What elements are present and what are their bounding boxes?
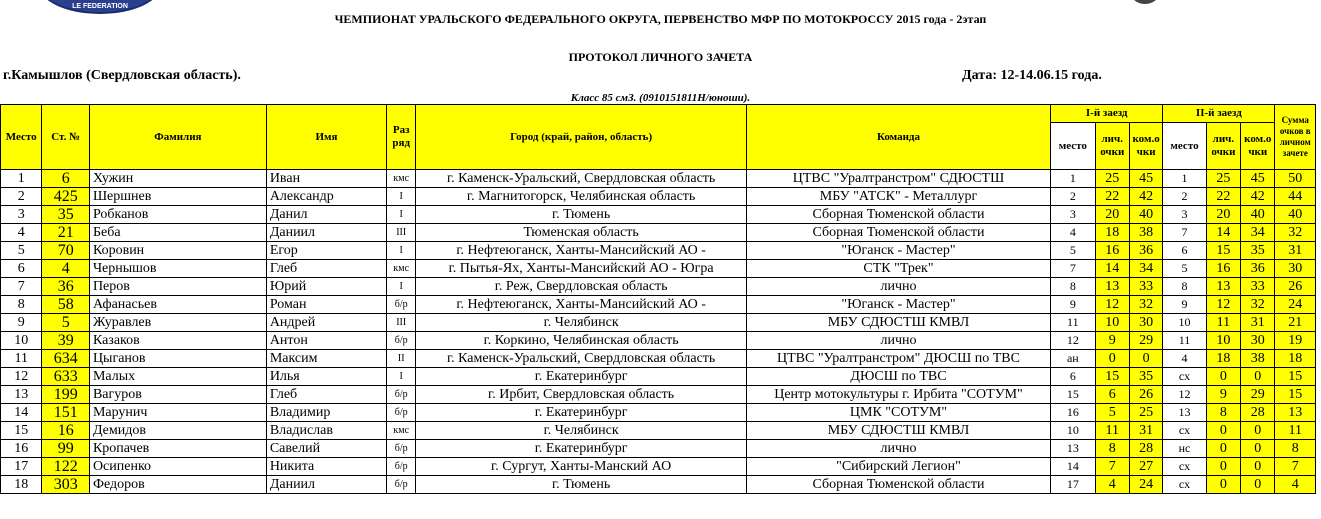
class-line: Класс 85 смЗ. (0910151811Н/юноши). (570, 92, 751, 104)
cell-race2-team-points: 0 (1241, 476, 1275, 494)
cell-race2-pers-points: 13 (1206, 278, 1240, 296)
cell-rank: б/р (387, 458, 416, 476)
page-subtitle: ПРОТОКОЛ ЛИЧНОГО ЗАЧЕТА (568, 50, 753, 64)
cell-race1-place: ан (1051, 350, 1095, 368)
cell-city: г. Екатеринбург (416, 404, 747, 422)
cell-name: Глеб (266, 260, 386, 278)
cell-race1-pers-points: 6 (1095, 386, 1129, 404)
col-rank: Раз ряд (387, 105, 416, 170)
cell-start-no: 425 (42, 188, 90, 206)
cell-total: 32 (1275, 224, 1316, 242)
cell-name: Андрей (266, 314, 386, 332)
cell-race1-place: 13 (1051, 440, 1095, 458)
cell-city: г. Тюмень (416, 206, 747, 224)
cell-race1-place: 16 (1051, 404, 1095, 422)
cell-total: 15 (1275, 368, 1316, 386)
cell-race2-pers-points: 0 (1206, 458, 1240, 476)
cell-name: Никита (266, 458, 386, 476)
cell-race2-place: 9 (1163, 296, 1206, 314)
cell-race1-place: 17 (1051, 476, 1095, 494)
cell-start-no: 99 (42, 440, 90, 458)
table-row (1, 224, 1316, 242)
cell-team: Центр мотокультуры г. Ирбита "СОТУМ" (746, 386, 1050, 404)
cell-race2-pers-points: 8 (1206, 404, 1240, 422)
cell-team: "Сибирский Легион" (746, 458, 1050, 476)
cell-race2-team-points: 32 (1241, 296, 1275, 314)
cell-race2-pers-points: 14 (1206, 224, 1240, 242)
cell-race1-place: 4 (1051, 224, 1095, 242)
table-row (1, 296, 1316, 314)
cell-name: Илья (266, 368, 386, 386)
col-city: Город (край, район, область) (416, 105, 747, 170)
cell-race2-team-points: 35 (1241, 242, 1275, 260)
cell-team: МБУ СДЮСТШ КМВЛ (746, 314, 1050, 332)
cell-total: 24 (1275, 296, 1316, 314)
table-row (1, 206, 1316, 224)
cell-total: 44 (1275, 188, 1316, 206)
table-row (1, 188, 1316, 206)
cell-name: Данил (266, 206, 386, 224)
cell-city: г. Челябинск (416, 314, 747, 332)
cell-team: ЦТВС "Уралтранстром" СДЮСТШ (746, 170, 1050, 188)
cell-surname: Робканов (89, 206, 266, 224)
cell-race2-place: 2 (1163, 188, 1206, 206)
cell-total: 21 (1275, 314, 1316, 332)
event-date: Дата: 12-14.06.15 года. (962, 68, 1102, 83)
cell-team: "Юганск - Мастер" (746, 296, 1050, 314)
cell-race1-pers-points: 22 (1095, 188, 1129, 206)
cell-race2-pers-points: 12 (1206, 296, 1240, 314)
cell-race2-place: 6 (1163, 242, 1206, 260)
cell-total: 11 (1275, 422, 1316, 440)
cell-team: Сборная Тюменской области (746, 206, 1050, 224)
cell-start-no: 35 (42, 206, 90, 224)
cell-race2-team-points: 30 (1241, 332, 1275, 350)
cell-name: Александр (266, 188, 386, 206)
cell-race1-place: 6 (1051, 368, 1095, 386)
col-race2-place: место (1163, 123, 1206, 170)
cell-name: Антон (266, 332, 386, 350)
cell-race2-pers-points: 25 (1206, 170, 1240, 188)
col-start-no: Ст. № (42, 105, 90, 170)
table-row (1, 422, 1316, 440)
cell-place: 15 (1, 422, 42, 440)
col-total: Сумма очков в личном зачете (1275, 105, 1316, 170)
cell-surname: Осипенко (89, 458, 266, 476)
cell-race1-pers-points: 16 (1095, 242, 1129, 260)
cell-rank: б/р (387, 440, 416, 458)
cell-race1-team-points: 24 (1129, 476, 1162, 494)
emblem-logo (1128, 0, 1162, 4)
cell-place: 4 (1, 224, 42, 242)
results-body (1, 170, 1316, 494)
cell-total: 15 (1275, 386, 1316, 404)
cell-surname: Цыганов (89, 350, 266, 368)
cell-team: ЦТВС "Уралтранстром" ДЮСШ по ТВС (746, 350, 1050, 368)
cell-race2-team-points: 0 (1241, 458, 1275, 476)
cell-race1-pers-points: 14 (1095, 260, 1129, 278)
cell-race1-pers-points: 9 (1095, 332, 1129, 350)
table-row (1, 386, 1316, 404)
cell-name: Иван (266, 170, 386, 188)
cell-team: Сборная Тюменской области (746, 224, 1050, 242)
cell-race2-place: 4 (1163, 350, 1206, 368)
col-race1-place: место (1051, 123, 1095, 170)
cell-start-no: 70 (42, 242, 90, 260)
cell-city: г. Екатеринбург (416, 440, 747, 458)
cell-team: ЦМК "СОТУМ" (746, 404, 1050, 422)
cell-surname: Коровин (89, 242, 266, 260)
cell-start-no: 4 (42, 260, 90, 278)
cell-race1-team-points: 42 (1129, 188, 1162, 206)
cell-race2-team-points: 42 (1241, 188, 1275, 206)
cell-team: МБУ "АТСК" - Металлург (746, 188, 1050, 206)
cell-race1-team-points: 25 (1129, 404, 1162, 422)
cell-rank: III (387, 314, 416, 332)
cell-place: 9 (1, 314, 42, 332)
cell-city: г. Каменск-Уральский, Свердловская область (416, 350, 747, 368)
cell-race2-team-points: 36 (1241, 260, 1275, 278)
cell-name: Даниил (266, 476, 386, 494)
cell-place: 11 (1, 350, 42, 368)
cell-race1-pers-points: 13 (1095, 278, 1129, 296)
cell-race1-pers-points: 5 (1095, 404, 1129, 422)
cell-race1-pers-points: 12 (1095, 296, 1129, 314)
cell-race1-pers-points: 0 (1095, 350, 1129, 368)
cell-race1-place: 1 (1051, 170, 1095, 188)
cell-race2-place: 3 (1163, 206, 1206, 224)
cell-race1-pers-points: 11 (1095, 422, 1129, 440)
cell-place: 17 (1, 458, 42, 476)
cell-race1-team-points: 28 (1129, 440, 1162, 458)
cell-total: 50 (1275, 170, 1316, 188)
cell-surname: Казаков (89, 332, 266, 350)
cell-city: г. Реж, Свердловская область (416, 278, 747, 296)
cell-start-no: 633 (42, 368, 90, 386)
cell-surname: Малых (89, 368, 266, 386)
cell-city: г. Пытья-Ях, Ханты-Мансийский АО - Югра (416, 260, 747, 278)
cell-race2-pers-points: 0 (1206, 422, 1240, 440)
cell-city: г. Нефтеюганск, Ханты-Мансийский АО - (416, 242, 747, 260)
cell-race2-team-points: 33 (1241, 278, 1275, 296)
col-race1-pers-points: лич. очки (1095, 123, 1129, 170)
cell-start-no: 122 (42, 458, 90, 476)
col-race1-team-points: ком.о чки (1129, 123, 1162, 170)
cell-team: Сборная Тюменской области (746, 476, 1050, 494)
cell-name: Роман (266, 296, 386, 314)
cell-name: Владимир (266, 404, 386, 422)
cell-total: 30 (1275, 260, 1316, 278)
cell-race1-team-points: 0 (1129, 350, 1162, 368)
cell-city: г. Ирбит, Свердловская область (416, 386, 747, 404)
cell-place: 7 (1, 278, 42, 296)
cell-race2-place: 1 (1163, 170, 1206, 188)
cell-rank: II (387, 350, 416, 368)
cell-race1-place: 5 (1051, 242, 1095, 260)
cell-surname: Кропачев (89, 440, 266, 458)
cell-race2-place: сх (1163, 458, 1206, 476)
cell-race2-team-points: 0 (1241, 440, 1275, 458)
cell-place: 8 (1, 296, 42, 314)
cell-surname: Беба (89, 224, 266, 242)
cell-place: 16 (1, 440, 42, 458)
cell-start-no: 58 (42, 296, 90, 314)
cell-start-no: 6 (42, 170, 90, 188)
cell-race2-place: 5 (1163, 260, 1206, 278)
cell-race1-pers-points: 20 (1095, 206, 1129, 224)
table-row (1, 350, 1316, 368)
cell-start-no: 16 (42, 422, 90, 440)
cell-race2-team-points: 31 (1241, 314, 1275, 332)
cell-place: 13 (1, 386, 42, 404)
cell-city: г. Тюмень (416, 476, 747, 494)
cell-place: 10 (1, 332, 42, 350)
cell-rank: кмс (387, 260, 416, 278)
cell-name: Владислав (266, 422, 386, 440)
col-race2-team-points: ком.о чки (1241, 123, 1275, 170)
cell-rank: I (387, 278, 416, 296)
cell-city: г. Магнитогорск, Челябинская область (416, 188, 747, 206)
cell-place: 1 (1, 170, 42, 188)
cell-name: Глеб (266, 386, 386, 404)
cell-race1-pers-points: 4 (1095, 476, 1129, 494)
cell-race1-pers-points: 15 (1095, 368, 1129, 386)
cell-surname: Марунич (89, 404, 266, 422)
cell-surname: Журавлев (89, 314, 266, 332)
col-name: Имя (266, 105, 386, 170)
cell-race2-place: 10 (1163, 314, 1206, 332)
cell-team: СТК "Трек" (746, 260, 1050, 278)
cell-race1-pers-points: 25 (1095, 170, 1129, 188)
table-row (1, 368, 1316, 386)
cell-name: Даниил (266, 224, 386, 242)
cell-place: 6 (1, 260, 42, 278)
cell-race2-place: нс (1163, 440, 1206, 458)
cell-race1-place: 9 (1051, 296, 1095, 314)
cell-race2-team-points: 45 (1241, 170, 1275, 188)
page-title: ЧЕМПИОНАТ УРАЛЬСКОГО ФЕДЕРАЛЬНОГО ОКРУГА, ПЕРВЕНСТВО МФР ПО МОТОКРОССУ 2015 года - 2этап (334, 12, 987, 26)
cell-place: 14 (1, 404, 42, 422)
cell-race2-pers-points: 22 (1206, 188, 1240, 206)
cell-race2-pers-points: 16 (1206, 260, 1240, 278)
cell-team: "Юганск - Мастер" (746, 242, 1050, 260)
col-race2-pers-points: лич. очки (1206, 123, 1240, 170)
cell-total: 18 (1275, 350, 1316, 368)
col-team: Команда (746, 105, 1050, 170)
cell-race2-team-points: 29 (1241, 386, 1275, 404)
cell-city: г. Каменск-Уральский, Свердловская область (416, 170, 747, 188)
cell-race1-place: 8 (1051, 278, 1095, 296)
cell-race2-pers-points: 9 (1206, 386, 1240, 404)
cell-race1-pers-points: 10 (1095, 314, 1129, 332)
cell-surname: Вагуров (89, 386, 266, 404)
cell-total: 31 (1275, 242, 1316, 260)
cell-name: Максим (266, 350, 386, 368)
results-table (0, 104, 1316, 494)
cell-team: лично (746, 440, 1050, 458)
cell-total: 4 (1275, 476, 1316, 494)
cell-city: Тюменская область (416, 224, 747, 242)
cell-name: Юрий (266, 278, 386, 296)
table-row (1, 260, 1316, 278)
cell-race2-pers-points: 0 (1206, 440, 1240, 458)
cell-place: 3 (1, 206, 42, 224)
cell-race2-place: сх (1163, 422, 1206, 440)
cell-race1-pers-points: 18 (1095, 224, 1129, 242)
cell-race2-pers-points: 20 (1206, 206, 1240, 224)
cell-race1-team-points: 27 (1129, 458, 1162, 476)
cell-start-no: 199 (42, 386, 90, 404)
cell-race1-place: 15 (1051, 386, 1095, 404)
cell-race2-pers-points: 10 (1206, 332, 1240, 350)
table-row (1, 332, 1316, 350)
cell-race1-team-points: 34 (1129, 260, 1162, 278)
cell-team: МБУ СДЮСТШ КМВЛ (746, 422, 1050, 440)
cell-start-no: 303 (42, 476, 90, 494)
cell-race1-place: 2 (1051, 188, 1095, 206)
table-row (1, 170, 1316, 188)
cell-start-no: 39 (42, 332, 90, 350)
cell-total: 7 (1275, 458, 1316, 476)
table-row (1, 458, 1316, 476)
cell-surname: Демидов (89, 422, 266, 440)
cell-place: 5 (1, 242, 42, 260)
cell-race1-place: 3 (1051, 206, 1095, 224)
cell-race2-team-points: 38 (1241, 350, 1275, 368)
cell-team: ДЮСШ по ТВС (746, 368, 1050, 386)
cell-start-no: 151 (42, 404, 90, 422)
cell-race1-team-points: 32 (1129, 296, 1162, 314)
cell-city: г. Челябинск (416, 422, 747, 440)
cell-rank: б/р (387, 476, 416, 494)
cell-surname: Хужин (89, 170, 266, 188)
cell-start-no: 634 (42, 350, 90, 368)
cell-race1-pers-points: 8 (1095, 440, 1129, 458)
cell-race1-team-points: 33 (1129, 278, 1162, 296)
cell-race1-team-points: 40 (1129, 206, 1162, 224)
cell-race2-place: 12 (1163, 386, 1206, 404)
table-row (1, 314, 1316, 332)
table-row (1, 440, 1316, 458)
cell-race2-place: 8 (1163, 278, 1206, 296)
cell-surname: Перов (89, 278, 266, 296)
cell-total: 26 (1275, 278, 1316, 296)
cell-total: 40 (1275, 206, 1316, 224)
cell-rank: б/р (387, 296, 416, 314)
cell-race1-place: 14 (1051, 458, 1095, 476)
cell-surname: Чернышов (89, 260, 266, 278)
cell-race2-place: сх (1163, 368, 1206, 386)
logo-text: LE FEDERATION (72, 3, 128, 10)
cell-surname: Федоров (89, 476, 266, 494)
cell-race2-team-points: 0 (1241, 368, 1275, 386)
cell-race2-place: сх (1163, 476, 1206, 494)
cell-race1-pers-points: 7 (1095, 458, 1129, 476)
cell-race2-team-points: 0 (1241, 422, 1275, 440)
cell-start-no: 5 (42, 314, 90, 332)
cell-race2-place: 7 (1163, 224, 1206, 242)
cell-race2-pers-points: 0 (1206, 368, 1240, 386)
col-surname: Фамилия (89, 105, 266, 170)
cell-race1-team-points: 38 (1129, 224, 1162, 242)
cell-rank: I (387, 188, 416, 206)
cell-race1-team-points: 36 (1129, 242, 1162, 260)
cell-team: лично (746, 332, 1050, 350)
cell-rank: б/р (387, 332, 416, 350)
cell-race1-team-points: 29 (1129, 332, 1162, 350)
cell-rank: кмс (387, 170, 416, 188)
cell-place: 18 (1, 476, 42, 494)
cell-start-no: 36 (42, 278, 90, 296)
cell-race1-place: 12 (1051, 332, 1095, 350)
cell-race2-team-points: 28 (1241, 404, 1275, 422)
cell-name: Савелий (266, 440, 386, 458)
cell-race2-team-points: 40 (1241, 206, 1275, 224)
cell-race2-team-points: 34 (1241, 224, 1275, 242)
cell-rank: I (387, 206, 416, 224)
cell-race2-place: 11 (1163, 332, 1206, 350)
cell-city: г. Коркино, Челябинская область (416, 332, 747, 350)
cell-place: 2 (1, 188, 42, 206)
cell-city: г. Нефтеюганск, Ханты-Мансийский АО - (416, 296, 747, 314)
cell-race2-pers-points: 11 (1206, 314, 1240, 332)
col-place: Место (1, 105, 42, 170)
cell-race1-team-points: 30 (1129, 314, 1162, 332)
cell-team: лично (746, 278, 1050, 296)
cell-total: 13 (1275, 404, 1316, 422)
cell-rank: б/р (387, 404, 416, 422)
cell-city: г. Екатеринбург (416, 368, 747, 386)
cell-rank: I (387, 368, 416, 386)
event-place: г.Камышлов (Свердловская область). (3, 68, 241, 83)
table-row (1, 404, 1316, 422)
cell-race1-team-points: 26 (1129, 386, 1162, 404)
cell-rank: кмс (387, 422, 416, 440)
cell-total: 19 (1275, 332, 1316, 350)
cell-rank: б/р (387, 386, 416, 404)
cell-race1-team-points: 31 (1129, 422, 1162, 440)
col-race2: II-й заезд (1163, 105, 1275, 123)
cell-start-no: 21 (42, 224, 90, 242)
table-row (1, 476, 1316, 494)
cell-race1-place: 10 (1051, 422, 1095, 440)
cell-surname: Шершнев (89, 188, 266, 206)
cell-race2-pers-points: 0 (1206, 476, 1240, 494)
table-row (1, 242, 1316, 260)
cell-race1-team-points: 45 (1129, 170, 1162, 188)
cell-surname: Афанасьев (89, 296, 266, 314)
cell-city: г. Сургут, Ханты-Манский АО (416, 458, 747, 476)
cell-place: 12 (1, 368, 42, 386)
cell-race1-place: 7 (1051, 260, 1095, 278)
cell-name: Егор (266, 242, 386, 260)
col-race1: I-й заезд (1051, 105, 1163, 123)
table-row (1, 278, 1316, 296)
cell-race1-team-points: 35 (1129, 368, 1162, 386)
cell-race2-pers-points: 15 (1206, 242, 1240, 260)
cell-race2-pers-points: 18 (1206, 350, 1240, 368)
cell-rank: I (387, 242, 416, 260)
cell-race1-place: 11 (1051, 314, 1095, 332)
cell-rank: III (387, 224, 416, 242)
cell-race2-place: 13 (1163, 404, 1206, 422)
cell-total: 8 (1275, 440, 1316, 458)
